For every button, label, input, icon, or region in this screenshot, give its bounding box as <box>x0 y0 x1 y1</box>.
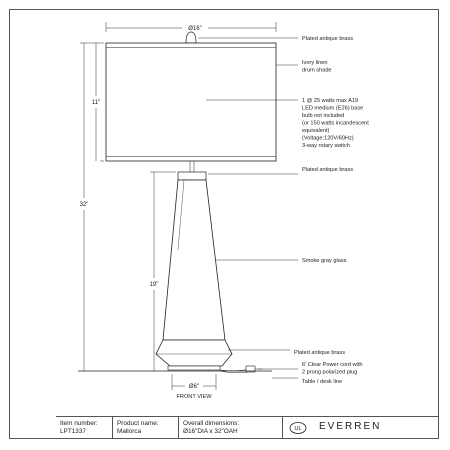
front-view-label: FRONT VIEW <box>176 394 212 400</box>
drum-shade <box>106 43 276 161</box>
callout-shade: Ivory linen drum shade <box>302 60 332 74</box>
callout-neck: Plated antique brass <box>302 167 353 173</box>
power-cord <box>220 369 262 371</box>
item-number-cell <box>56 417 112 439</box>
callout-cord: 6' Clear Power cord with 2 prong polarized plug <box>302 362 363 376</box>
callout-base: Plated antique brass <box>294 350 345 356</box>
overall-dimensions-label: Overall dimensions: <box>183 420 240 427</box>
callout-body: Smoke gray glass <box>302 258 347 264</box>
product-name-value: Mallorca <box>117 428 142 435</box>
overall-dimensions-cell <box>178 417 282 439</box>
product-name-label: Product name: <box>117 420 159 427</box>
base-width-label: Ø6" <box>188 384 200 390</box>
base-height-label: 19" <box>149 282 159 288</box>
brass-base <box>156 340 232 366</box>
overall-height-label: 32" <box>79 202 89 208</box>
callout-finial: Plated antique brass <box>302 36 353 42</box>
glass-body <box>163 180 225 340</box>
base-foot <box>168 366 220 370</box>
callout-bulb: 1 @ 25 watts max A19 LED medium (E26) base bulb not included (or 150 watts incandescent equivalent) (Voltage:120V/60Hz) 3-way rotary switch <box>302 98 369 149</box>
title-block <box>56 416 439 439</box>
svg-text:UL: UL <box>294 426 302 432</box>
brass-neck <box>178 172 206 180</box>
shade-height-label: 11" <box>91 100 101 106</box>
brand-logo: EVERREN <box>319 421 382 432</box>
shade-width-label: Ø16" <box>188 26 202 32</box>
overall-dimensions-value: Ø16"DIA x 32"OAH <box>183 428 238 435</box>
ul-certification-icon <box>289 422 307 434</box>
item-number-value: LPT1337 <box>60 428 86 435</box>
brand-cell <box>282 417 439 439</box>
callout-table: Table / desk line <box>302 379 343 385</box>
product-name-cell <box>112 417 178 439</box>
finial <box>186 32 196 43</box>
item-number-label: Item number: <box>60 420 98 427</box>
